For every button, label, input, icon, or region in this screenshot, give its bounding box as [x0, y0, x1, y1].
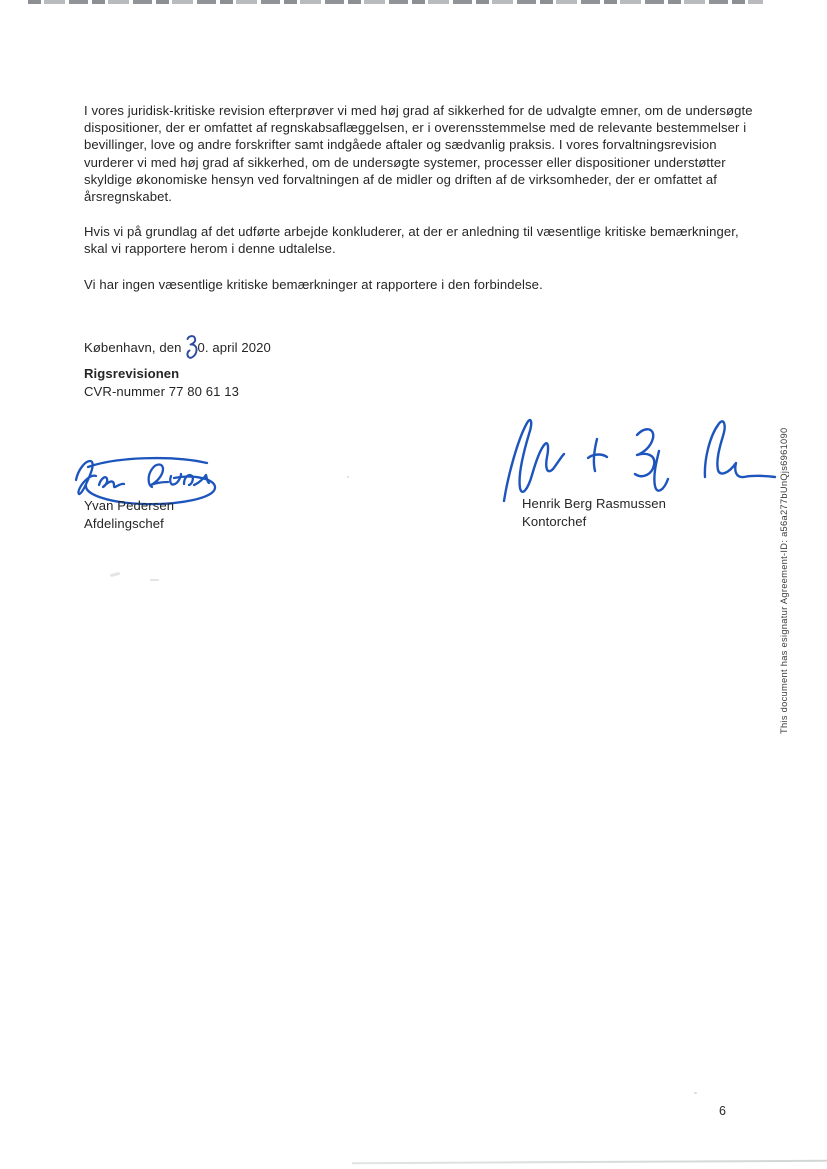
signatory-title: Kontorchef — [522, 514, 587, 529]
body-paragraph — [84, 102, 753, 205]
signatory-name: Henrik Berg Rasmussen — [522, 496, 667, 511]
date-line — [84, 333, 271, 361]
date-prefix: København, den — [84, 340, 182, 355]
body-paragraph — [84, 276, 543, 293]
signatory-title: Afdelingschef — [84, 516, 164, 531]
scan-speck — [347, 476, 349, 478]
scan-smudge — [110, 572, 120, 577]
paragraph-line: Vi har ingen væsentlige kritiske bemærkninger at rapportere i den forbindelse. — [84, 277, 543, 292]
handwritten-date-digit — [185, 333, 198, 361]
body-paragraph — [84, 223, 739, 257]
paragraph-line: skyldige økonomiske hensyn ved forvaltningen af de midler og driften af de virksomheder, der er omfattet af — [84, 171, 717, 187]
scan-smudge — [150, 579, 159, 581]
paragraph-line: bevillinger, love og andre forskrifter samt indgåede aftaler og sædvanlig praksis. I vores forvaltningsrevision — [84, 137, 717, 153]
clipped-text-artifact — [28, 0, 763, 4]
paragraph-line: Hvis vi på grundlag af det udførte arbejde konkluderer, at der er anledning til væsentlige kritiske bemærkninger, — [84, 224, 739, 239]
paragraph-line: I vores juridisk-kritiske revision efterprøver vi med høj grad af sikkerhed for de udvalgte emner, om de undersøgte — [84, 103, 753, 118]
signatory-name: Yvan Pedersen — [84, 498, 175, 513]
issuer-name: Rigsrevisionen — [84, 366, 180, 381]
scan-speck — [694, 1092, 697, 1094]
paragraph-line: årsregnskabet. — [84, 189, 173, 205]
paragraph-line: vurderer vi med høj grad af sikkerhed, om de undersøgte systemer, processer eller dispositioner understøtter — [84, 154, 726, 170]
scan-edge-artifact — [352, 1160, 827, 1164]
paragraph-line: dispositioner, der er omfattet af regnskabsaflæggelsen, er i overensstemmelse med de relevante bestemmelser i — [84, 120, 747, 136]
paragraph-line: skal vi rapportere herom i denne udtalelse. — [84, 241, 336, 257]
date-suffix: 0. april 2020 — [197, 340, 271, 355]
page-number: 6 — [719, 1104, 726, 1118]
esignatur-agreement-note: This document has esignatur Agreement-ID: a56a277bUnQjs6961090 — [779, 427, 789, 734]
issuer-cvr: CVR-nummer 77 80 61 13 — [84, 384, 240, 399]
